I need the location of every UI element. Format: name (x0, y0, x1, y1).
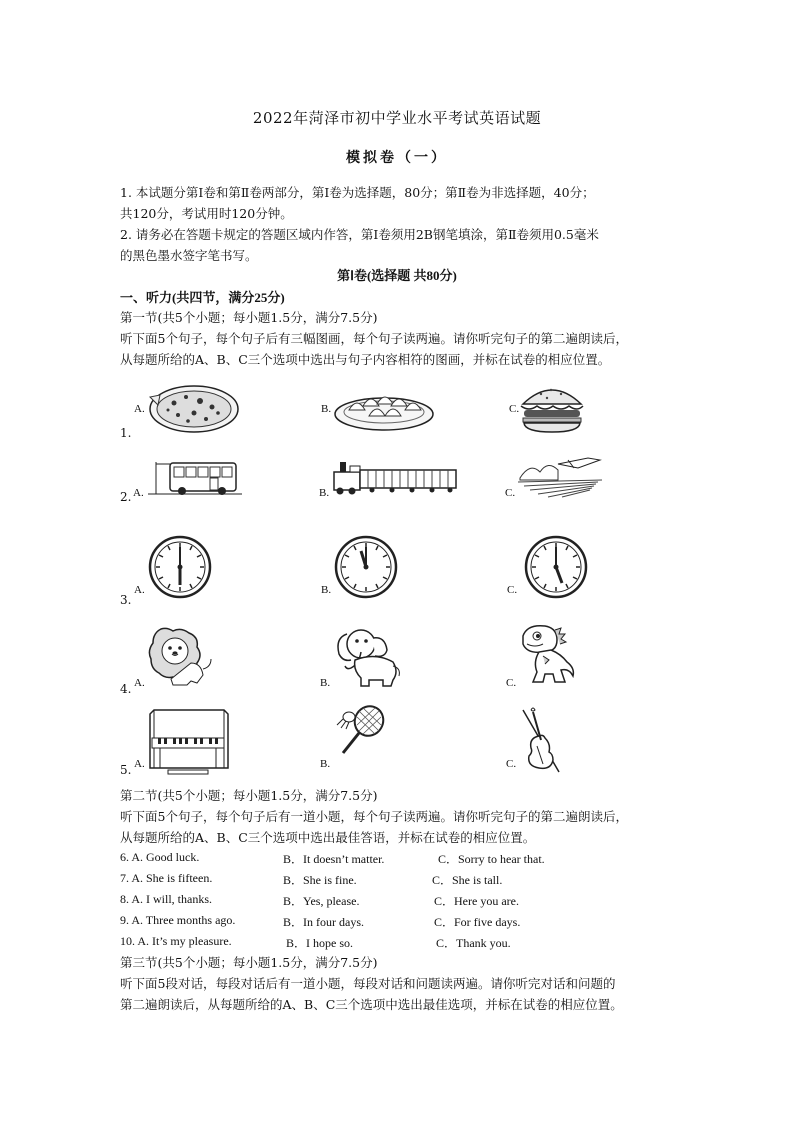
answer-option: B．It doesn’t matter. (283, 852, 385, 866)
page-title: 2022年菏泽市初中学业水平考试英语试题 (252, 109, 542, 127)
option-label: A. (134, 584, 145, 596)
section-instruction: 从每题所给的A、B、C三个选项中选出与句子内容相符的图画，并标在试卷的相应位置。 (120, 352, 611, 367)
answer-option: C．For five days. (434, 915, 521, 929)
question-number: 1. (120, 426, 132, 440)
option-label: A. (133, 487, 144, 499)
option-label: B. (319, 487, 330, 499)
option-label: B. (321, 584, 332, 596)
pizza-icon (148, 383, 240, 435)
clock-icon (524, 535, 588, 599)
answer-option: B．She is fine. (283, 873, 357, 887)
section-heading: 第二节(共5个小题；每小题1.5分，满分7.5分) (120, 788, 378, 803)
answer-option: 7. A. She is fifteen. (120, 871, 213, 885)
instruction-note: 1. 本试题分第Ⅰ卷和第Ⅱ卷两部分，第Ⅰ卷为选择题，80分；第Ⅱ卷为非选择题，40分； (120, 185, 595, 200)
clock-icon (334, 535, 398, 599)
clock-icon (148, 535, 212, 599)
answer-option: C．Here you are. (434, 894, 519, 908)
answer-option: B．I hope so. (286, 936, 353, 950)
plane-icon (518, 456, 602, 498)
question-number: 2. (120, 490, 132, 504)
elephant-icon (333, 624, 403, 688)
section-heading: 第一节(共5个小题；每小题1.5分，满分7.5分) (120, 310, 378, 325)
answer-option: 10. A. It’s my pleasure. (120, 934, 232, 948)
dumplings-plate-icon (333, 388, 435, 432)
section-instruction: 第二遍朗读后，从每题所给的A、B、C三个选项中选出最佳选项，并标在试卷的相应位置。 (120, 997, 623, 1012)
answer-option: C．Thank you. (436, 936, 511, 950)
option-label: C. (505, 487, 516, 499)
option-label: B. (320, 758, 331, 770)
option-label: C. (507, 584, 518, 596)
volume-heading: 第Ⅰ卷(选择题 共80分) (337, 268, 457, 283)
answer-option: C．Sorry to hear that. (438, 852, 545, 866)
bus-icon (148, 460, 242, 498)
option-label: A. (134, 758, 145, 770)
section-heading: 第三节(共5个小题；每小题1.5分，满分7.5分) (120, 955, 378, 970)
option-label: A. (134, 403, 145, 415)
train-icon (332, 460, 458, 496)
section-instruction: 听下面5个句子，每个句子后有一道小题，每个句子读两遍。请你听完句子的第二遍朗读后， (120, 809, 628, 824)
section-instruction: 从每题所给的A、B、C三个选项中选出最佳答语，并标在试卷的相应位置。 (120, 830, 536, 845)
answer-option: 6. A. Good luck. (120, 850, 200, 864)
option-label: C. (506, 677, 517, 689)
answer-option: B．In four days. (283, 915, 364, 929)
option-label: C. (509, 403, 520, 415)
page-subtitle: 模拟卷（一） (346, 150, 448, 166)
lion-icon (147, 625, 213, 689)
option-label: B. (320, 677, 331, 689)
option-label: A. (134, 677, 145, 689)
badminton-racket-icon (333, 703, 387, 761)
option-label: B. (321, 403, 332, 415)
section-instruction: 听下面5段对话，每段对话后有一道小题，每段对话和问题读两遍。请你听完对话和问题的 (120, 976, 616, 991)
section-instruction: 听下面5个句子，每个句子后有三幅图画，每个句子读两遍。请你听完句子的第二遍朗读后， (120, 331, 628, 346)
question-number: 4. (120, 682, 132, 696)
violin-icon (519, 706, 563, 776)
option-label: C. (506, 758, 517, 770)
instruction-note: 的黑色墨水签字笔书写。 (120, 248, 258, 263)
part-heading: 一、听力(共四节，满分25分) (120, 290, 285, 305)
instruction-note: 共120分，考试用时120分钟。 (120, 206, 293, 221)
answer-option: B．Yes, please. (283, 894, 360, 908)
answer-option: 8. A. I will, thanks. (120, 892, 212, 906)
dinosaur-icon (517, 622, 579, 688)
question-number: 5. (120, 763, 132, 777)
instruction-note: 2. 请务必在答题卡规定的答题区域内作答，第Ⅰ卷须用2B钢笔填涂，第Ⅱ卷须用0.5毫米 (120, 227, 599, 242)
answer-option: C．She is tall. (432, 873, 503, 887)
hamburger-icon (519, 382, 585, 434)
piano-icon (146, 706, 230, 776)
question-number: 3. (120, 593, 132, 607)
answer-option: 9. A. Three months ago. (120, 913, 236, 927)
